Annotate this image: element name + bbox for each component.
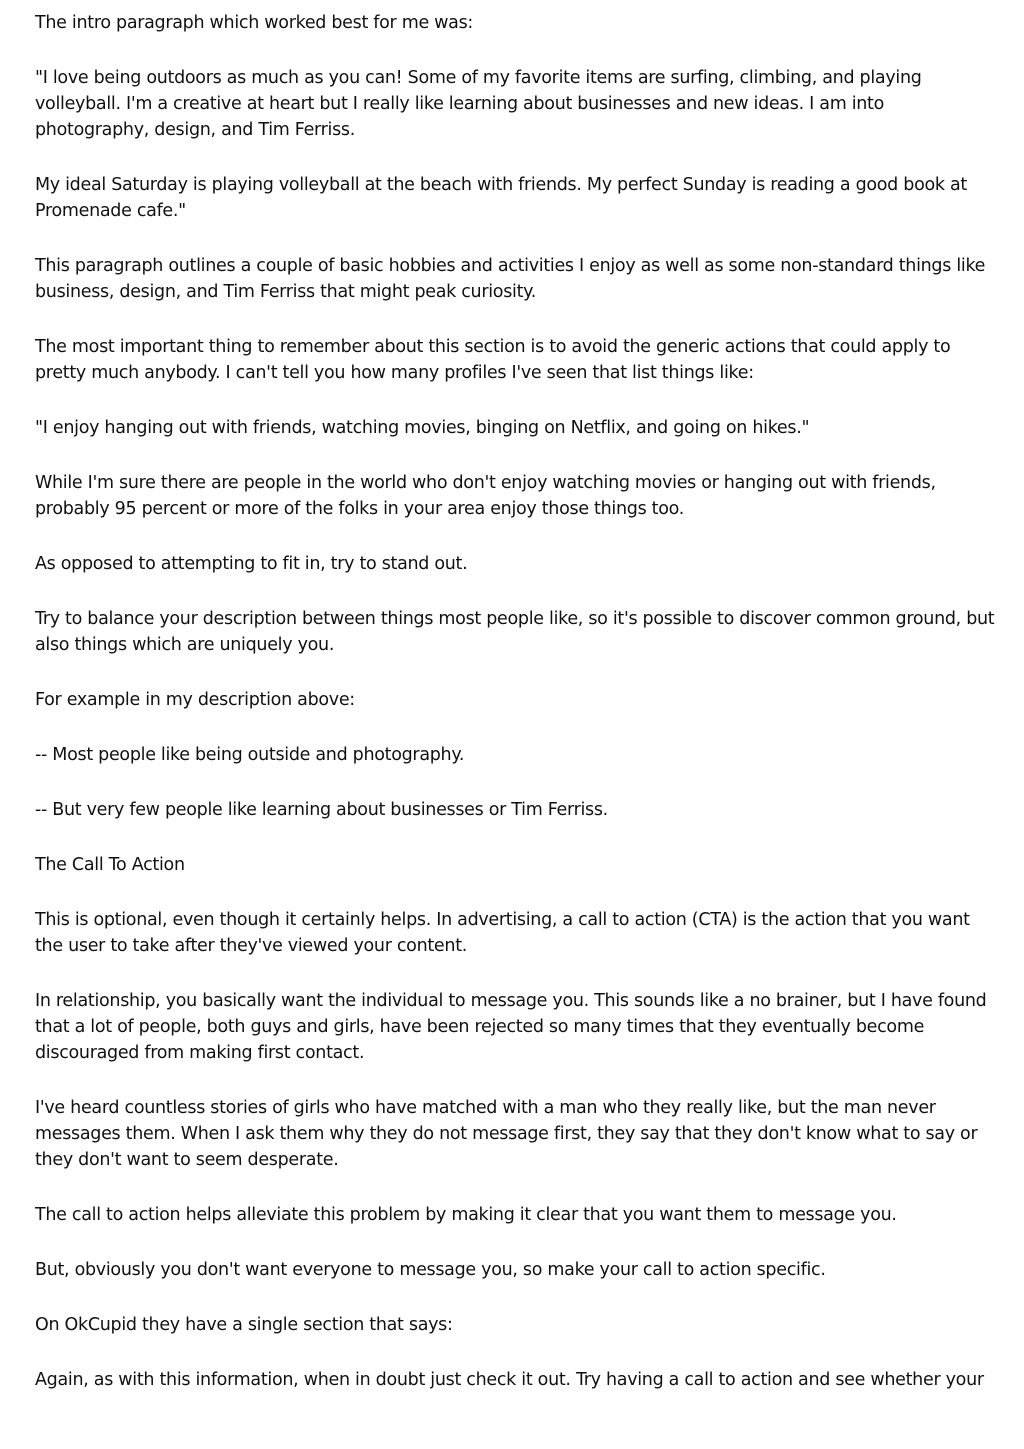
body-paragraph: Try to balance your description between things most people like, so it's possible to discover common ground, but also things which are uniquely you. bbox=[35, 609, 995, 655]
body-paragraph: The most important thing to remember about this section is to avoid the generic actions that could apply to pretty much anybody. I can't tell you how many profiles I've seen that list things like: bbox=[35, 337, 951, 383]
section-heading: The Call To Action bbox=[35, 855, 185, 875]
profile-quote-paragraph-1: "I love being outdoors as much as you can! Some of my favorite items are surfing, climbing, and playing volleyball. I'm a creative at heart but I really like learning about businesses and new ideas. I am into photography, design, and Tim Ferriss. bbox=[35, 68, 922, 140]
body-paragraph: This is optional, even though it certainly helps. In advertising, a call to action (CTA) is the action that you want the user to take after they've viewed your content. bbox=[35, 910, 970, 956]
body-paragraph: While I'm sure there are people in the world who don't enjoy watching movies or hanging out with friends, probably 95 percent or more of the folks in your area enjoy those things too. bbox=[35, 473, 936, 519]
body-paragraph: As opposed to attempting to fit in, try to stand out. bbox=[35, 554, 468, 574]
body-paragraph: On OkCupid they have a single section that says: bbox=[35, 1315, 453, 1335]
list-item: -- Most people like being outside and photography. bbox=[35, 745, 465, 765]
body-paragraph: But, obviously you don't want everyone to message you, so make your call to action specific. bbox=[35, 1260, 826, 1280]
body-paragraph-truncated: Again, as with this information, when in doubt just check it out. Try having a call to action and see whether your bbox=[35, 1370, 984, 1390]
body-paragraph: The call to action helps alleviate this problem by making it clear that you want them to message you. bbox=[35, 1205, 897, 1225]
body-paragraph: I've heard countless stories of girls who have matched with a man who they really like, but the man never messages them. When I ask them why they do not message first, they say that they don't know what to say or they don't want to seem desperate. bbox=[35, 1098, 978, 1170]
generic-quote-paragraph: "I enjoy hanging out with friends, watching movies, binging on Netflix, and going on hikes." bbox=[35, 418, 810, 438]
body-paragraph: This paragraph outlines a couple of basic hobbies and activities I enjoy as well as some non-standard things like business, design, and Tim Ferriss that might peak curiosity. bbox=[35, 256, 986, 302]
body-paragraph: For example in my description above: bbox=[35, 690, 355, 710]
intro-lead-paragraph: The intro paragraph which worked best for me was: bbox=[35, 13, 474, 33]
document-body bbox=[35, 10, 995, 1422]
list-item: -- But very few people like learning about businesses or Tim Ferriss. bbox=[35, 800, 608, 820]
body-paragraph: In relationship, you basically want the individual to message you. This sounds like a no brainer, but I have found that a lot of people, both guys and girls, have been rejected so many times that they eventually become discouraged from making first contact. bbox=[35, 991, 987, 1063]
profile-quote-paragraph-2: My ideal Saturday is playing volleyball at the beach with friends. My perfect Sunday is reading a good book at Promenade cafe." bbox=[35, 175, 967, 221]
